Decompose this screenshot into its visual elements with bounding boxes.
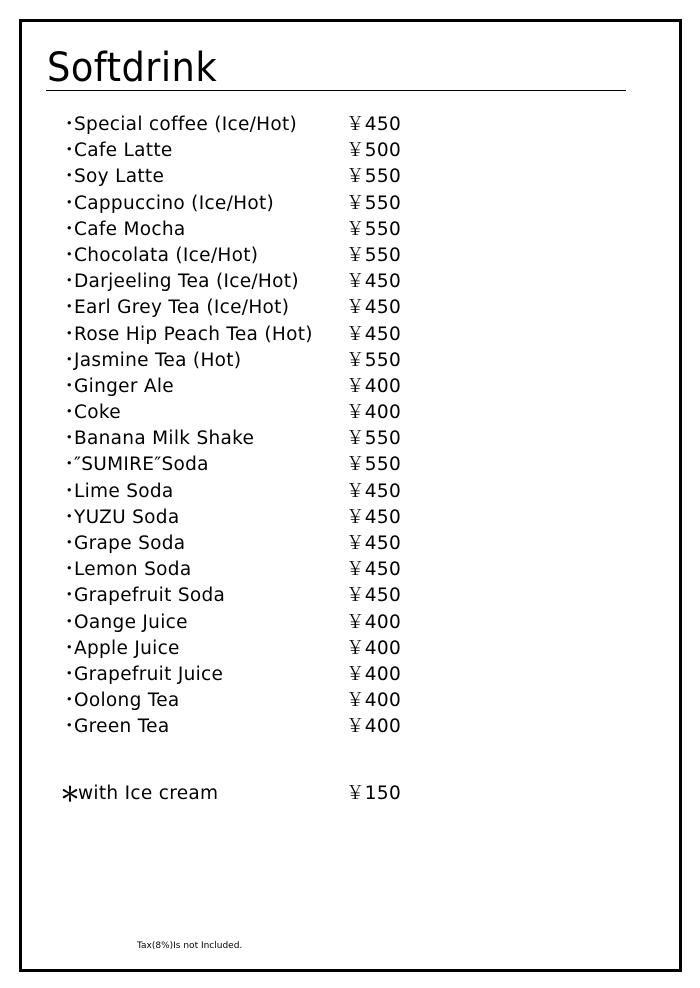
- menu-item: [60, 505, 460, 531]
- item-price: ￥450: [346, 506, 402, 528]
- bullet-icon: ・: [60, 506, 79, 528]
- item-name: Special coffee (Ice/Hot): [74, 114, 298, 135]
- bullet-icon: ・: [60, 533, 79, 554]
- bullet-icon: ・: [60, 140, 79, 162]
- bullet-icon: ・: [60, 349, 79, 371]
- menu-item: [60, 217, 460, 243]
- item-price: ￥450: [346, 533, 402, 554]
- bullet-icon: ・: [60, 271, 79, 293]
- bullet-icon: ・: [60, 428, 79, 450]
- item-name: Jasmine Tea (Hot): [74, 349, 242, 371]
- bullet-icon: ・: [60, 690, 79, 712]
- bullet-icon: ・: [60, 663, 79, 685]
- item-name: Cafe Latte: [74, 140, 173, 162]
- item-price: ￥400: [346, 375, 402, 397]
- item-name: Lemon Soda: [74, 559, 192, 581]
- item-price: ￥450: [346, 585, 402, 607]
- bullet-icon: ・: [60, 323, 79, 345]
- menu-item: [60, 610, 460, 636]
- ice-cream-option: [60, 781, 460, 807]
- item-price: ￥550: [346, 428, 402, 450]
- item-name: Cafe Mocha: [74, 218, 186, 240]
- item-name: Oange Juice: [74, 611, 188, 633]
- menu-item: [60, 662, 460, 688]
- menu-item: [60, 138, 460, 164]
- bullet-icon: ・: [60, 192, 79, 214]
- menu-item: [60, 714, 460, 740]
- item-price: ￥400: [346, 637, 402, 659]
- item-price: ￥550: [346, 166, 402, 188]
- menu-item: [60, 191, 460, 217]
- option-name: with Ice cream: [78, 783, 219, 804]
- bullet-icon: ・: [60, 244, 79, 266]
- item-price: ￥450: [346, 323, 402, 345]
- menu-item: [60, 583, 460, 609]
- item-price: ￥400: [346, 402, 402, 424]
- bullet-icon: ・: [60, 166, 79, 188]
- menu-item: [60, 479, 460, 505]
- menu-item: [60, 295, 460, 321]
- menu-item: [60, 426, 460, 452]
- item-name: Ginger Ale: [74, 375, 174, 397]
- item-name: YUZU Soda: [74, 506, 180, 528]
- asterisk-icon: ＊: [60, 782, 80, 806]
- item-name: Green Tea: [74, 716, 170, 738]
- menu-item: [60, 557, 460, 583]
- item-name: Grape Soda: [74, 533, 186, 554]
- item-name: Darjeeling Tea (Ice/Hot): [74, 271, 299, 293]
- menu-item: [60, 452, 460, 478]
- item-price: ￥550: [346, 192, 402, 214]
- item-price: ￥400: [346, 611, 402, 633]
- item-name: Chocolata (Ice/Hot): [74, 244, 259, 266]
- item-name: Grapefruit Soda: [74, 585, 226, 607]
- bullet-icon: ・: [60, 297, 79, 319]
- item-price: ￥450: [346, 114, 402, 135]
- item-name: Rose Hip Peach Tea (Hot): [74, 323, 313, 345]
- menu-item: [60, 322, 460, 348]
- menu-list: [60, 112, 460, 741]
- item-price: ￥450: [346, 480, 402, 502]
- bullet-icon: ・: [60, 559, 79, 581]
- item-price: ￥400: [346, 690, 402, 712]
- item-name: Coke: [74, 402, 121, 424]
- item-name: Banana Milk Shake: [74, 428, 255, 450]
- bullet-icon: ・: [60, 114, 79, 135]
- menu-item: [60, 688, 460, 714]
- menu-item: [60, 269, 460, 295]
- bullet-icon: ・: [60, 611, 79, 633]
- item-name: Apple Juice: [74, 637, 180, 659]
- item-name: Lime Soda: [74, 480, 174, 502]
- bullet-icon: ・: [60, 402, 79, 424]
- bullet-icon: ・: [60, 716, 79, 738]
- title-underline: [46, 90, 626, 91]
- page-title: Softdrink: [47, 45, 218, 91]
- item-price: ￥400: [346, 663, 402, 685]
- item-name: Soy Latte: [74, 166, 165, 188]
- menu-item: [60, 531, 460, 557]
- menu-item: [60, 636, 460, 662]
- menu-item: [60, 112, 460, 138]
- item-name: Oolong Tea: [74, 690, 180, 712]
- item-price: ￥550: [346, 349, 402, 371]
- bullet-icon: ・: [60, 480, 79, 502]
- option-price: ￥150: [346, 783, 402, 804]
- bullet-icon: ・: [60, 585, 79, 607]
- item-price: ￥450: [346, 559, 402, 581]
- menu-item: [60, 164, 460, 190]
- bullet-icon: ・: [60, 375, 79, 397]
- item-price: ￥550: [346, 244, 402, 266]
- item-price: ￥400: [346, 716, 402, 738]
- menu-item: [60, 374, 460, 400]
- item-name: Grapefruit Juice: [74, 663, 224, 685]
- item-price: ￥500: [346, 140, 402, 162]
- tax-note: Tax(8%)Is not Included.: [137, 941, 243, 951]
- menu-item: [60, 400, 460, 426]
- menu-item: [60, 243, 460, 269]
- item-price: ￥450: [346, 297, 402, 319]
- item-name: ″SUMIRE″Soda: [74, 454, 209, 476]
- item-name: Earl Grey Tea (Ice/Hot): [74, 297, 290, 319]
- item-price: ￥550: [346, 454, 402, 476]
- item-name: Cappuccino (Ice/Hot): [74, 192, 275, 214]
- bullet-icon: ・: [60, 637, 79, 659]
- menu-item: [60, 348, 460, 374]
- bullet-icon: ・: [60, 454, 79, 476]
- bullet-icon: ・: [60, 218, 79, 240]
- item-price: ￥550: [346, 218, 402, 240]
- item-price: ￥450: [346, 271, 402, 293]
